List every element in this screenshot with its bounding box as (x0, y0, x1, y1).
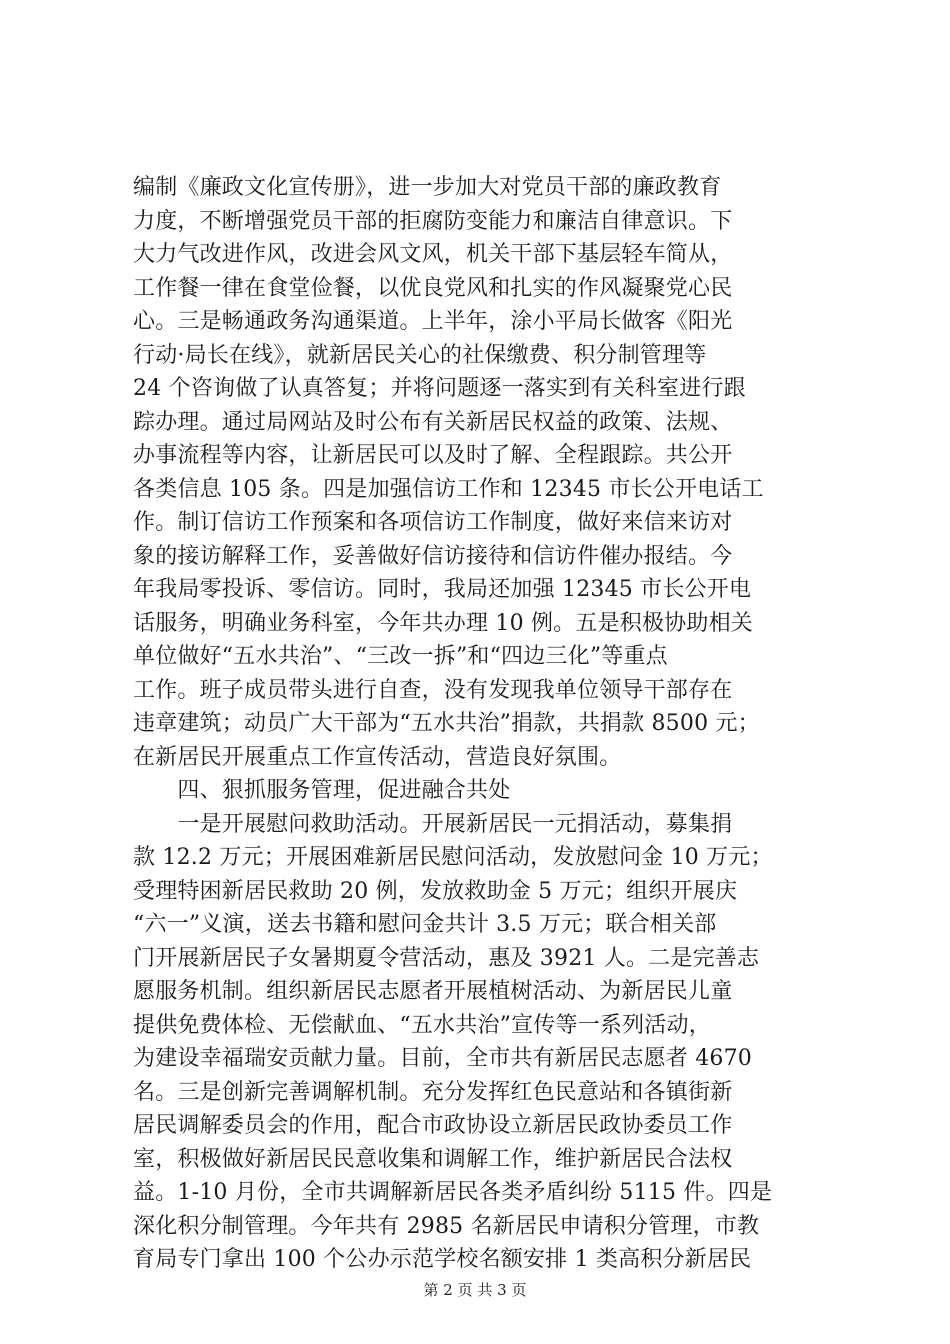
text-line: 违章建筑；动员广大干部为“五水共治”捐款，共捐款 8500 元； (133, 711, 760, 736)
text-line: 益。1-10 月份，全市共调解新居民各类矛盾纠纷 5115 件。四是 (133, 1180, 773, 1205)
text-line: 门开展新居民子女暑期夏令营活动，惠及 3921 人。二是完善志 (133, 945, 760, 971)
text-line: 24 个咨询做了认真答复；并将问题逐一落实到有关科室进行跟 (133, 376, 746, 401)
text-line: 作。制订信访工作预案和各项信访工作制度，做好来信来访对 (133, 510, 733, 535)
section-heading: 四、狠抓服务管理，促进融合共处 (133, 778, 511, 803)
text-line: 深化积分制管理。今年共有 2985 名新居民申请积分管理，市教 (133, 1213, 760, 1239)
text-line: 育局专门拿出 100 个公办示范学校名额安排 1 类高积分新居民 (133, 1247, 752, 1272)
text-line: “六一”义演，送去书籍和慰问金共计 3.5 万元；联合相关部 (133, 912, 717, 937)
text-line: 受理特困新居民救助 20 例，发放救助金 5 万元；组织开展庆 (133, 878, 738, 904)
body-text (133, 171, 833, 1277)
text-line: 心。三是畅通政务沟通渠道。上半年，涂小平局长做客《阳光 (133, 309, 733, 334)
text-line: 提供免费体检、无偿献血、“五水共治”宣传等一系列活动， (133, 1012, 711, 1038)
text-line: 编制《廉政文化宣传册》，进一步加大对党员干部的廉政教育 (133, 175, 722, 200)
text-line: 工作餐一律在食堂俭餐，以优良党风和扎实的作风凝聚党心民 (133, 275, 733, 301)
text-line: 工作。班子成员带头进行自查，没有发现我单位领导干部存在 (133, 677, 733, 703)
text-line: 室，积极做好新居民民意收集和调解工作，维护新居民合法权 (133, 1146, 733, 1172)
text-line: 力度，不断增强党员干部的拒腐防变能力和廉洁自律意识。下 (133, 208, 733, 234)
page-number: 第 2 页 共 3 页 (423, 1281, 527, 1299)
text-line: 办事流程等内容，让新居民可以及时了解、全程跟踪。共公开 (133, 443, 733, 468)
text-line: 象的接访解释工作，妥善做好信访接待和信访件催办报结。今 (133, 543, 733, 569)
text-line: 年我局零投诉、零信访。同时，我局还加强 12345 市长公开电 (133, 577, 752, 602)
text-line: 一是开展慰问救助活动。开展新居民一元捐活动，募集捐 (133, 811, 733, 837)
text-line: 各类信息 105 条。四是加强信访工作和 12345 市长公开电话工 (133, 476, 764, 502)
text-line: 款 12.2 万元；开展困难新居民慰问活动，发放慰问金 10 万元； (133, 845, 773, 870)
text-line: 在新居民开展重点工作宣传活动，营造良好氛围。 (133, 744, 622, 770)
text-line: 为建设幸福瑞安贡献力量。目前，全市共有新居民志愿者 4670 (133, 1046, 752, 1071)
text-line: 居民调解委员会的作用，配合市政协设立新居民政协委员工作 (133, 1113, 733, 1138)
text-line: 单位做好“五水共治”、“三改一拆”和“四边三化”等重点 (133, 644, 668, 669)
text-line: 行动·局长在线》，就新居民关心的社保缴费、积分制管理等 (133, 342, 707, 368)
text-line: 愿服务机制。组织新居民志愿者开展植树活动、为新居民儿童 (133, 979, 733, 1004)
text-line: 大力气改进作风，改进会风文风，机关干部下基层轻车简从， (133, 242, 733, 267)
text-line: 话服务，明确业务科室，今年共办理 10 例。五是积极协助相关 (133, 610, 753, 636)
text-line: 踪办理。通过局网站及时公布有关新居民权益的政策、法规、 (133, 409, 733, 435)
text-line: 名。三是创新完善调解机制。充分发挥红色民意站和各镇街新 (133, 1079, 733, 1105)
page-footer (0, 1280, 950, 1300)
